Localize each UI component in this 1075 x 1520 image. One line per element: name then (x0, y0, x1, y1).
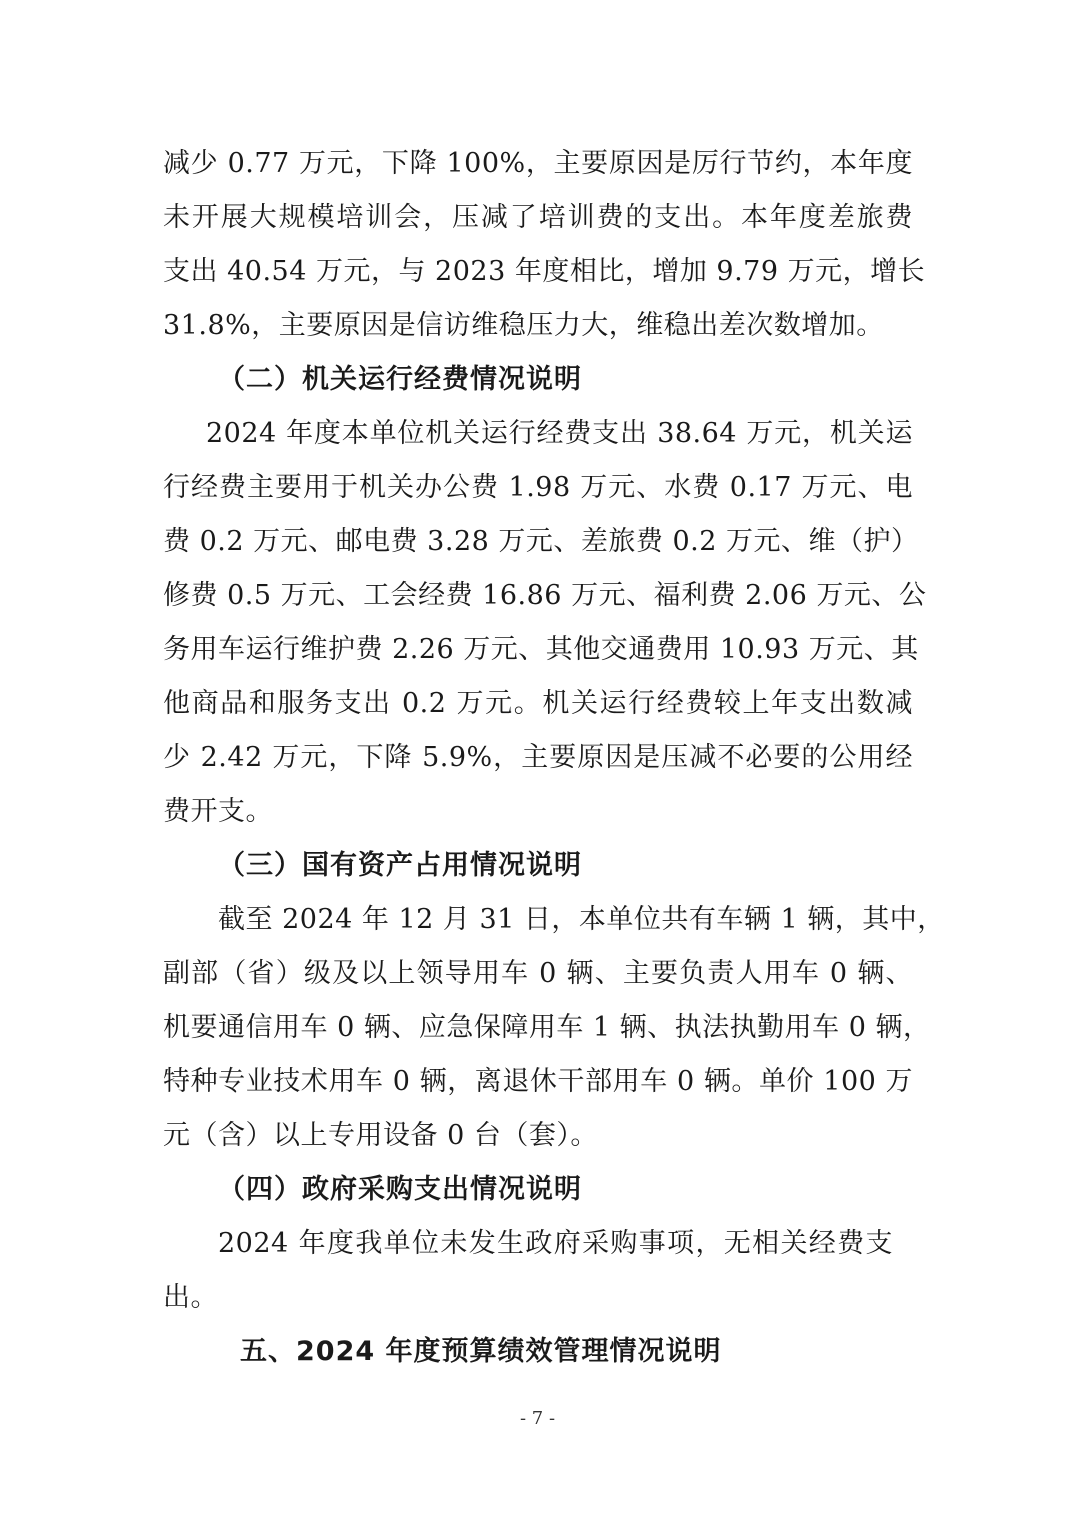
paragraph-line: 特种专业技术用车 0 辆，离退休干部用车 0 辆。单价 100 万 (163, 1066, 913, 1097)
section-heading-3: （三）国有资产占用情况说明 (218, 850, 582, 881)
section-heading-4: （四）政府采购支出情况说明 (218, 1174, 582, 1205)
paragraph-line: 费开支。 (163, 796, 273, 827)
paragraph-line: 31.8%，主要原因是信访维稳压力大，维稳出差次数增加。 (163, 310, 884, 341)
paragraph-line: 元（含）以上专用设备 0 台（套）。 (163, 1120, 598, 1151)
section-heading-5: 五、2024 年度预算绩效管理情况说明 (240, 1336, 722, 1367)
paragraph-line: 2024 年度我单位未发生政府采购事项，无相关经费支 (218, 1228, 893, 1259)
paragraph-line: 务用车运行维护费 2.26 万元、其他交通费用 10.93 万元、其 (163, 634, 919, 665)
paragraph-line: 修费 0.5 万元、工会经费 16.86 万元、福利费 2.06 万元、公 (163, 580, 927, 611)
paragraph-line: 少 2.42 万元，下降 5.9%，主要原因是压减不必要的公用经 (163, 742, 913, 773)
paragraph-line: 未开展大规模培训会，压减了培训费的支出。本年度差旅费 (163, 202, 913, 233)
paragraph-line: 出。 (163, 1282, 218, 1313)
paragraph-line: 行经费主要用于机关办公费 1.98 万元、水费 0.17 万元、电 (163, 472, 913, 503)
paragraph-line: 费 0.2 万元、邮电费 3.28 万元、差旅费 0.2 万元、维（护） (163, 526, 919, 557)
page-number: - 7 - (519, 1408, 556, 1429)
section-heading-2: （二）机关运行经费情况说明 (218, 364, 582, 395)
paragraph-line: 减少 0.77 万元，下降 100%，主要原因是厉行节约，本年度 (163, 148, 913, 179)
paragraph-line: 2024 年度本单位机关运行经费支出 38.64 万元，机关运 (206, 418, 913, 449)
paragraph-line: 副部（省）级及以上领导用车 0 辆、主要负责人用车 0 辆、 (163, 958, 913, 989)
paragraph-line: 他商品和服务支出 0.2 万元。机关运行经费较上年支出数减 (163, 688, 913, 719)
paragraph-line: 支出 40.54 万元，与 2023 年度相比，增加 9.79 万元，增长 (163, 256, 926, 287)
paragraph-line: 截至 2024 年 12 月 31 日，本单位共有车辆 1 辆，其中， (218, 904, 945, 935)
paragraph-line: 机要通信用车 0 辆、应急保障用车 1 辆、执法执勤用车 0 辆， (163, 1012, 931, 1043)
